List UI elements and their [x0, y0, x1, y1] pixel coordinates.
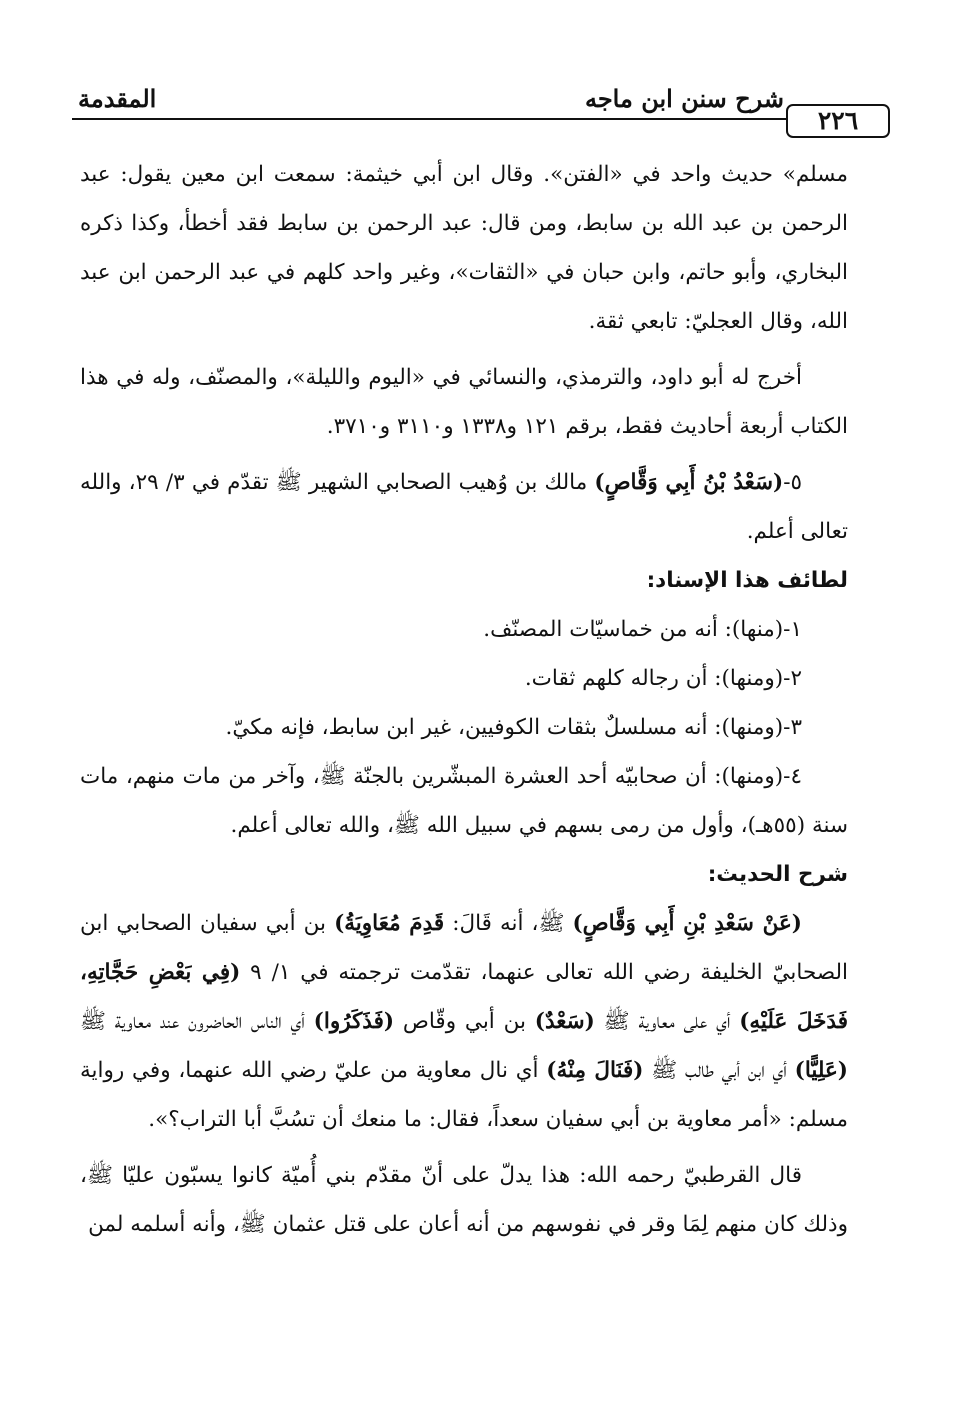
hadith-quote: (فَنَالَ مِنْهُ) [546, 1058, 644, 1083]
page-body [80, 150, 848, 1249]
book-title: شرح سنن ابن ماجه [584, 84, 784, 113]
hadith-quote: (عَنْ سَعْدِ بْنِ أَبِي وَقَّاصٍ) [572, 911, 802, 936]
narrators-paragraph: مسلم» حديث واحد في «الفتن». وقال ابن أبي خيثمة: سمعت ابن معين يقول: عبد الرحمن بن عبد الله بن سابط، ومن قال: عبد الرحمن بن سابط فقد أخطأ، وكذا ذكره البخاري، وأبو حاتم، وابن حبان في «الثقات»، وغير واحد كلهم في عبد الرحمن ابن عبد الله، وقال العجليّ: تابعي ثقة. [80, 162, 848, 334]
commentary-text: بن أبي وقّاص [394, 1009, 535, 1034]
commentary-text: أي نال معاوية من عليّ رضي الله عنهما، وفي رواية مسلم: «أمر معاوية بن أبي سفيان سعداً، فقال: ما منعك أن تسُبَّ أبا التراب؟». [80, 1058, 848, 1132]
lataif-item: ٤-(ومنها): أن صحابيّه أحد العشرة المبشّرين بالجنّة ﷺ، وآخر من مات منهم، مات سنة (٥٥هـ)، وأول من رمى بسهم في سبيل الله ﷺ، والله تعالى أعلم. [80, 764, 848, 838]
narrator-name: (سَعْدُ بْنُ أَبِي وَقَّاصٍ) [594, 470, 784, 495]
narrator-number: ٥- [783, 470, 803, 495]
hadith-quote: (سَعْدٌ) [534, 1009, 595, 1034]
commentary-text: أي الناس الحاضرون عند معاوية ﷺ [80, 1009, 314, 1034]
hadith-quote: قَدِمَ مُعَاوِيَةُ) [334, 911, 445, 936]
hadith-quote: (فِي بَعْضِ حَجَّاتِهِ، فَدَخَلَ عَلَيْهِ) [80, 960, 848, 1034]
section-title: المقدمة [78, 84, 157, 113]
commentary-text: أي ابن أبي طالب ﷺ [643, 1058, 795, 1083]
commentary-text: بن أبي سفيان الصحابي ابن الصحابيّ الخليفة رضي الله تعالى عنهما، تقدّمت ترجمته في ١/ ٩ [80, 911, 848, 985]
hadith-quote: (فَذَكَرُوا) [313, 1009, 395, 1034]
commentary-text: ﷺ، أنه قَالَ: [444, 911, 573, 936]
hadith-quote: (عَلِيًّا) [794, 1058, 848, 1083]
lataif-item: ١-(منها): أنه من خماسيّات المصنّف. [483, 617, 802, 642]
commentary-text: أي على معاوية ﷺ [594, 1009, 740, 1034]
takhrij-paragraph: أخرج له أبو داود، والترمذي، والنسائي في «اليوم والليلة»، والمصنّف، وله في هذا الكتاب أربعة أحاديث فقط، برقم ١٢١ و١٣٣٨ و٣١١٠ و٣٧١٠. [80, 365, 848, 439]
narrator-description: مالك بن وُهيب الصحابي الشهير ﷺ تقدّم في ٣/ ٢٩، والله تعالى أعلم. [80, 470, 848, 544]
page-number: ٢٢٦ [786, 104, 890, 138]
lataif-item: ٣-(ومنها): أنه مسلسلٌ بثقات الكوفيين، غير ابن سابط، فإنه مكيّ. [225, 715, 802, 740]
sharh-paragraph [80, 899, 848, 1144]
narrator-five-paragraph [80, 458, 848, 556]
header-rule [72, 118, 786, 120]
qurtubi-paragraph: قال القرطبيّ رحمه الله: هذا يدلّ على أنّ مقدّم بني أُميّة كانوا يسبّون عليّا ﷺ، وذلك كان منهم لِمَا وقر في نفوسهم من أنه أعان على قتل عثمان ﷺ، وأنه أسلمه لمن [80, 1163, 848, 1237]
lataif-item: ٢-(ومنها): أن رجاله كلهم ثقات. [524, 666, 802, 691]
sharh-heading: شرح الحديث: [707, 862, 848, 887]
page-header [72, 82, 890, 138]
lataif-heading: لطائف هذا الإسناد: [646, 568, 848, 593]
